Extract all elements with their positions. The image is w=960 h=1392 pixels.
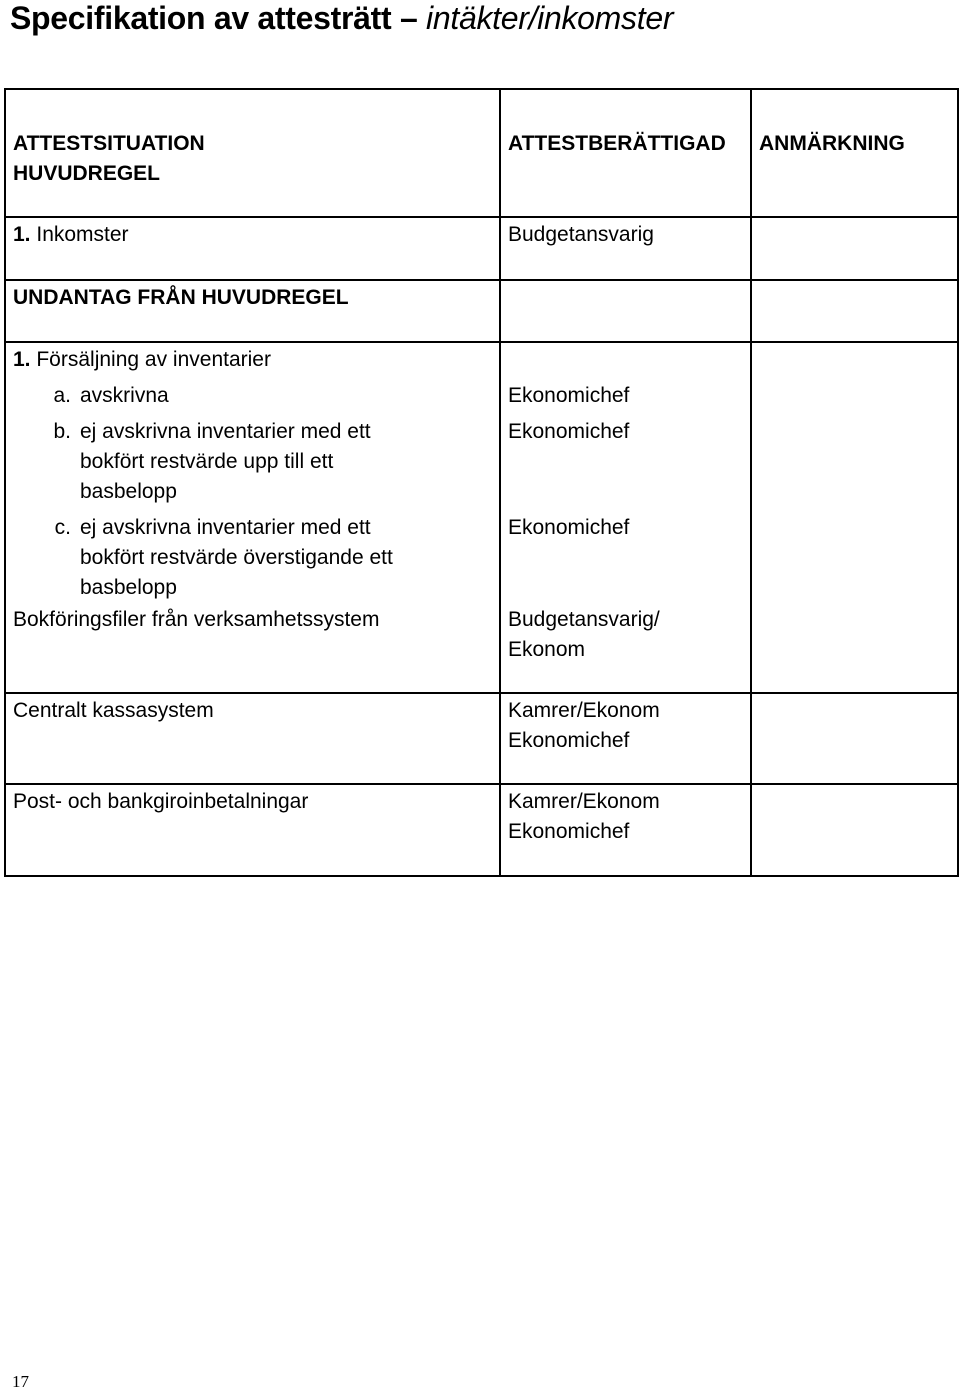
cell-forsaljning bbox=[5, 342, 500, 693]
header-line-2: HUVUDREGEL bbox=[13, 162, 161, 185]
cell-forsaljning-attest bbox=[500, 342, 751, 693]
attest-bokforing-line2: Ekonom bbox=[508, 638, 586, 661]
page-number: 17 bbox=[12, 1372, 29, 1391]
bokforing-label: Bokföringsfiler från verksamhetssystem bbox=[13, 608, 380, 631]
header-anmarkning: ANMÄRKNING bbox=[751, 89, 958, 217]
table-row-post bbox=[5, 784, 958, 876]
cell-inkomster-note bbox=[751, 217, 958, 280]
item-letter: b. bbox=[53, 420, 71, 443]
inkomster-num: 1. bbox=[13, 223, 31, 246]
forsaljning-num: 1. bbox=[13, 348, 31, 371]
header-attestsituation bbox=[5, 89, 500, 217]
cell-kassa-attest bbox=[500, 693, 751, 784]
list-item bbox=[13, 381, 492, 411]
attest-a: Ekonomichef bbox=[508, 384, 630, 407]
title-italic: intäkter/inkomster bbox=[426, 0, 674, 36]
cell-post-attest bbox=[500, 784, 751, 876]
item-letter: a. bbox=[53, 384, 71, 407]
list-item bbox=[13, 417, 492, 507]
attest-bokforing bbox=[508, 605, 743, 665]
post-attest-line2: Ekonomichef bbox=[508, 820, 630, 843]
cell-kassa: Centralt kassasystem bbox=[5, 693, 500, 784]
cell-forsaljning-note bbox=[751, 342, 958, 693]
post-attest-line1: Kamrer/Ekonom bbox=[508, 790, 660, 813]
header-attestberattigad: ATTESTBERÄTTIGAD bbox=[500, 89, 751, 217]
cell-undantag-note bbox=[751, 280, 958, 342]
inkomster-label: Inkomster bbox=[36, 223, 129, 246]
table-row-kassa bbox=[5, 693, 958, 784]
kassa-attest-line1: Kamrer/Ekonom bbox=[508, 699, 660, 722]
table-row-inkomster bbox=[5, 217, 958, 280]
attest-c: Ekonomichef bbox=[508, 516, 630, 539]
item-letter: c. bbox=[54, 516, 71, 539]
table-header-row bbox=[5, 89, 958, 217]
forsaljning-label: Försäljning av inventarier bbox=[36, 348, 271, 371]
attest-table bbox=[4, 88, 959, 877]
attest-b: Ekonomichef bbox=[508, 420, 630, 443]
page-title bbox=[10, 0, 673, 37]
item-text: ej avskrivna inventarier med ett bokfört restvärde överstigande ett basbelopp bbox=[80, 516, 393, 599]
cell-post: Post- och bankgiroinbetalningar bbox=[5, 784, 500, 876]
attest-bokforing-line1: Budgetansvarig/ bbox=[508, 608, 660, 631]
title-bold: Specifikation av attesträtt – bbox=[10, 0, 418, 36]
table-row-forsaljning bbox=[5, 342, 958, 693]
table-row-undantag bbox=[5, 280, 958, 342]
kassa-attest-line2: Ekonomichef bbox=[508, 729, 630, 752]
cell-post-note bbox=[751, 784, 958, 876]
item-text: ej avskrivna inventarier med ett bokfört restvärde upp till ett basbelopp bbox=[80, 420, 371, 503]
forsaljning-heading bbox=[13, 345, 492, 375]
cell-undantag: UNDANTAG FRÅN HUVUDREGEL bbox=[5, 280, 500, 342]
cell-undantag-attest bbox=[500, 280, 751, 342]
cell-inkomster bbox=[5, 217, 500, 280]
item-text: avskrivna bbox=[80, 384, 169, 407]
cell-kassa-note bbox=[751, 693, 958, 784]
list-item bbox=[13, 513, 492, 603]
header-line-1: ATTESTSITUATION bbox=[13, 132, 205, 155]
cell-inkomster-attest: Budgetansvarig bbox=[500, 217, 751, 280]
